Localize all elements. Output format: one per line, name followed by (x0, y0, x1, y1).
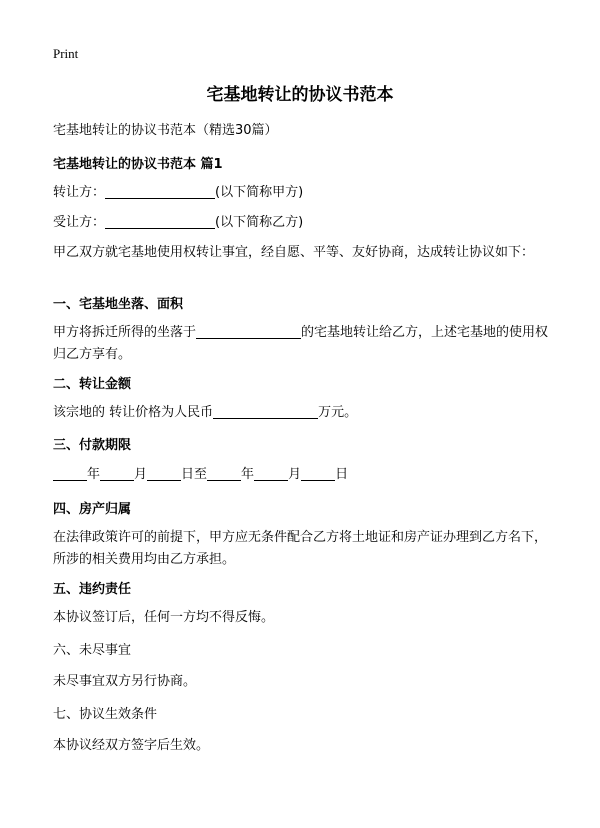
year2-label: 年 (241, 467, 255, 482)
day2-label: 日 (335, 467, 349, 482)
transferee-label: 受让方： (53, 215, 106, 230)
section-title: 宅基地转让的协议书范本 篇1 (53, 157, 223, 172)
year2-blank (207, 466, 241, 481)
day-to-label: 日至 (181, 467, 208, 482)
section-4-heading: 四、房产归属 (53, 502, 132, 517)
section-2-text-before: 该宗地的 转让价格为人民币 (53, 405, 214, 420)
month2-blank (254, 466, 288, 481)
section-6-text: 未尽事宜双方另行协商。 (53, 674, 197, 689)
month-blank (100, 466, 134, 481)
section-1-heading: 一、宅基地坐落、面积 (53, 297, 184, 312)
price-blank (213, 404, 318, 419)
section-2-text (53, 402, 357, 424)
transferee-blank (105, 214, 215, 229)
transferee-line (53, 212, 303, 234)
section-2-heading: 二、转让金额 (53, 377, 132, 392)
section-7-heading: 七、协议生效条件 (53, 707, 158, 722)
month-label: 月 (134, 467, 148, 482)
payment-date-line (53, 464, 348, 486)
transferor-line (53, 182, 303, 204)
section-7-text: 本协议经双方签字后生效。 (53, 738, 210, 753)
year-label: 年 (87, 467, 101, 482)
day2-blank (301, 466, 335, 481)
print-link[interactable]: Print (53, 46, 79, 61)
month2-label: 月 (288, 467, 302, 482)
transferor-blank (105, 184, 215, 199)
location-blank (196, 324, 301, 339)
section-4-text: 在法律政策许可的前提下，甲方应无条件配合乙方将土地证和房产证办理到乙方名下，所涉的相关费用均由乙方承担。 (53, 530, 548, 567)
section-2-text-after: 万元。 (318, 405, 358, 420)
document-title: 宅基地转让的协议书范本 (206, 85, 394, 105)
section-5-heading: 五、违约责任 (53, 582, 132, 597)
section-1-text-after: 的宅基地转让给乙方，上述宅基地的使用权归乙方享有。 (53, 325, 549, 362)
transferor-label: 转让方： (53, 185, 106, 200)
section-3-heading: 三、付款期限 (53, 438, 132, 453)
transferor-suffix: (以下简称甲方) (215, 185, 304, 200)
day-blank (147, 466, 181, 481)
section-1-text (53, 322, 553, 366)
subtitle: 宅基地转让的协议书范本（精选30篇） (53, 123, 278, 138)
year-blank (53, 466, 87, 481)
section-1-text-before: 甲方将拆迁所得的坐落于 (53, 325, 197, 340)
transferee-suffix: (以下简称乙方) (215, 215, 304, 230)
intro-paragraph: 甲乙双方就宅基地使用权转让事宜，经自愿、平等、友好协商，达成转让协议如下： (53, 245, 535, 260)
section-5-text: 本协议签订后，任何一方均不得反悔。 (53, 610, 275, 625)
section-6-heading: 六、未尽事宜 (53, 643, 132, 658)
